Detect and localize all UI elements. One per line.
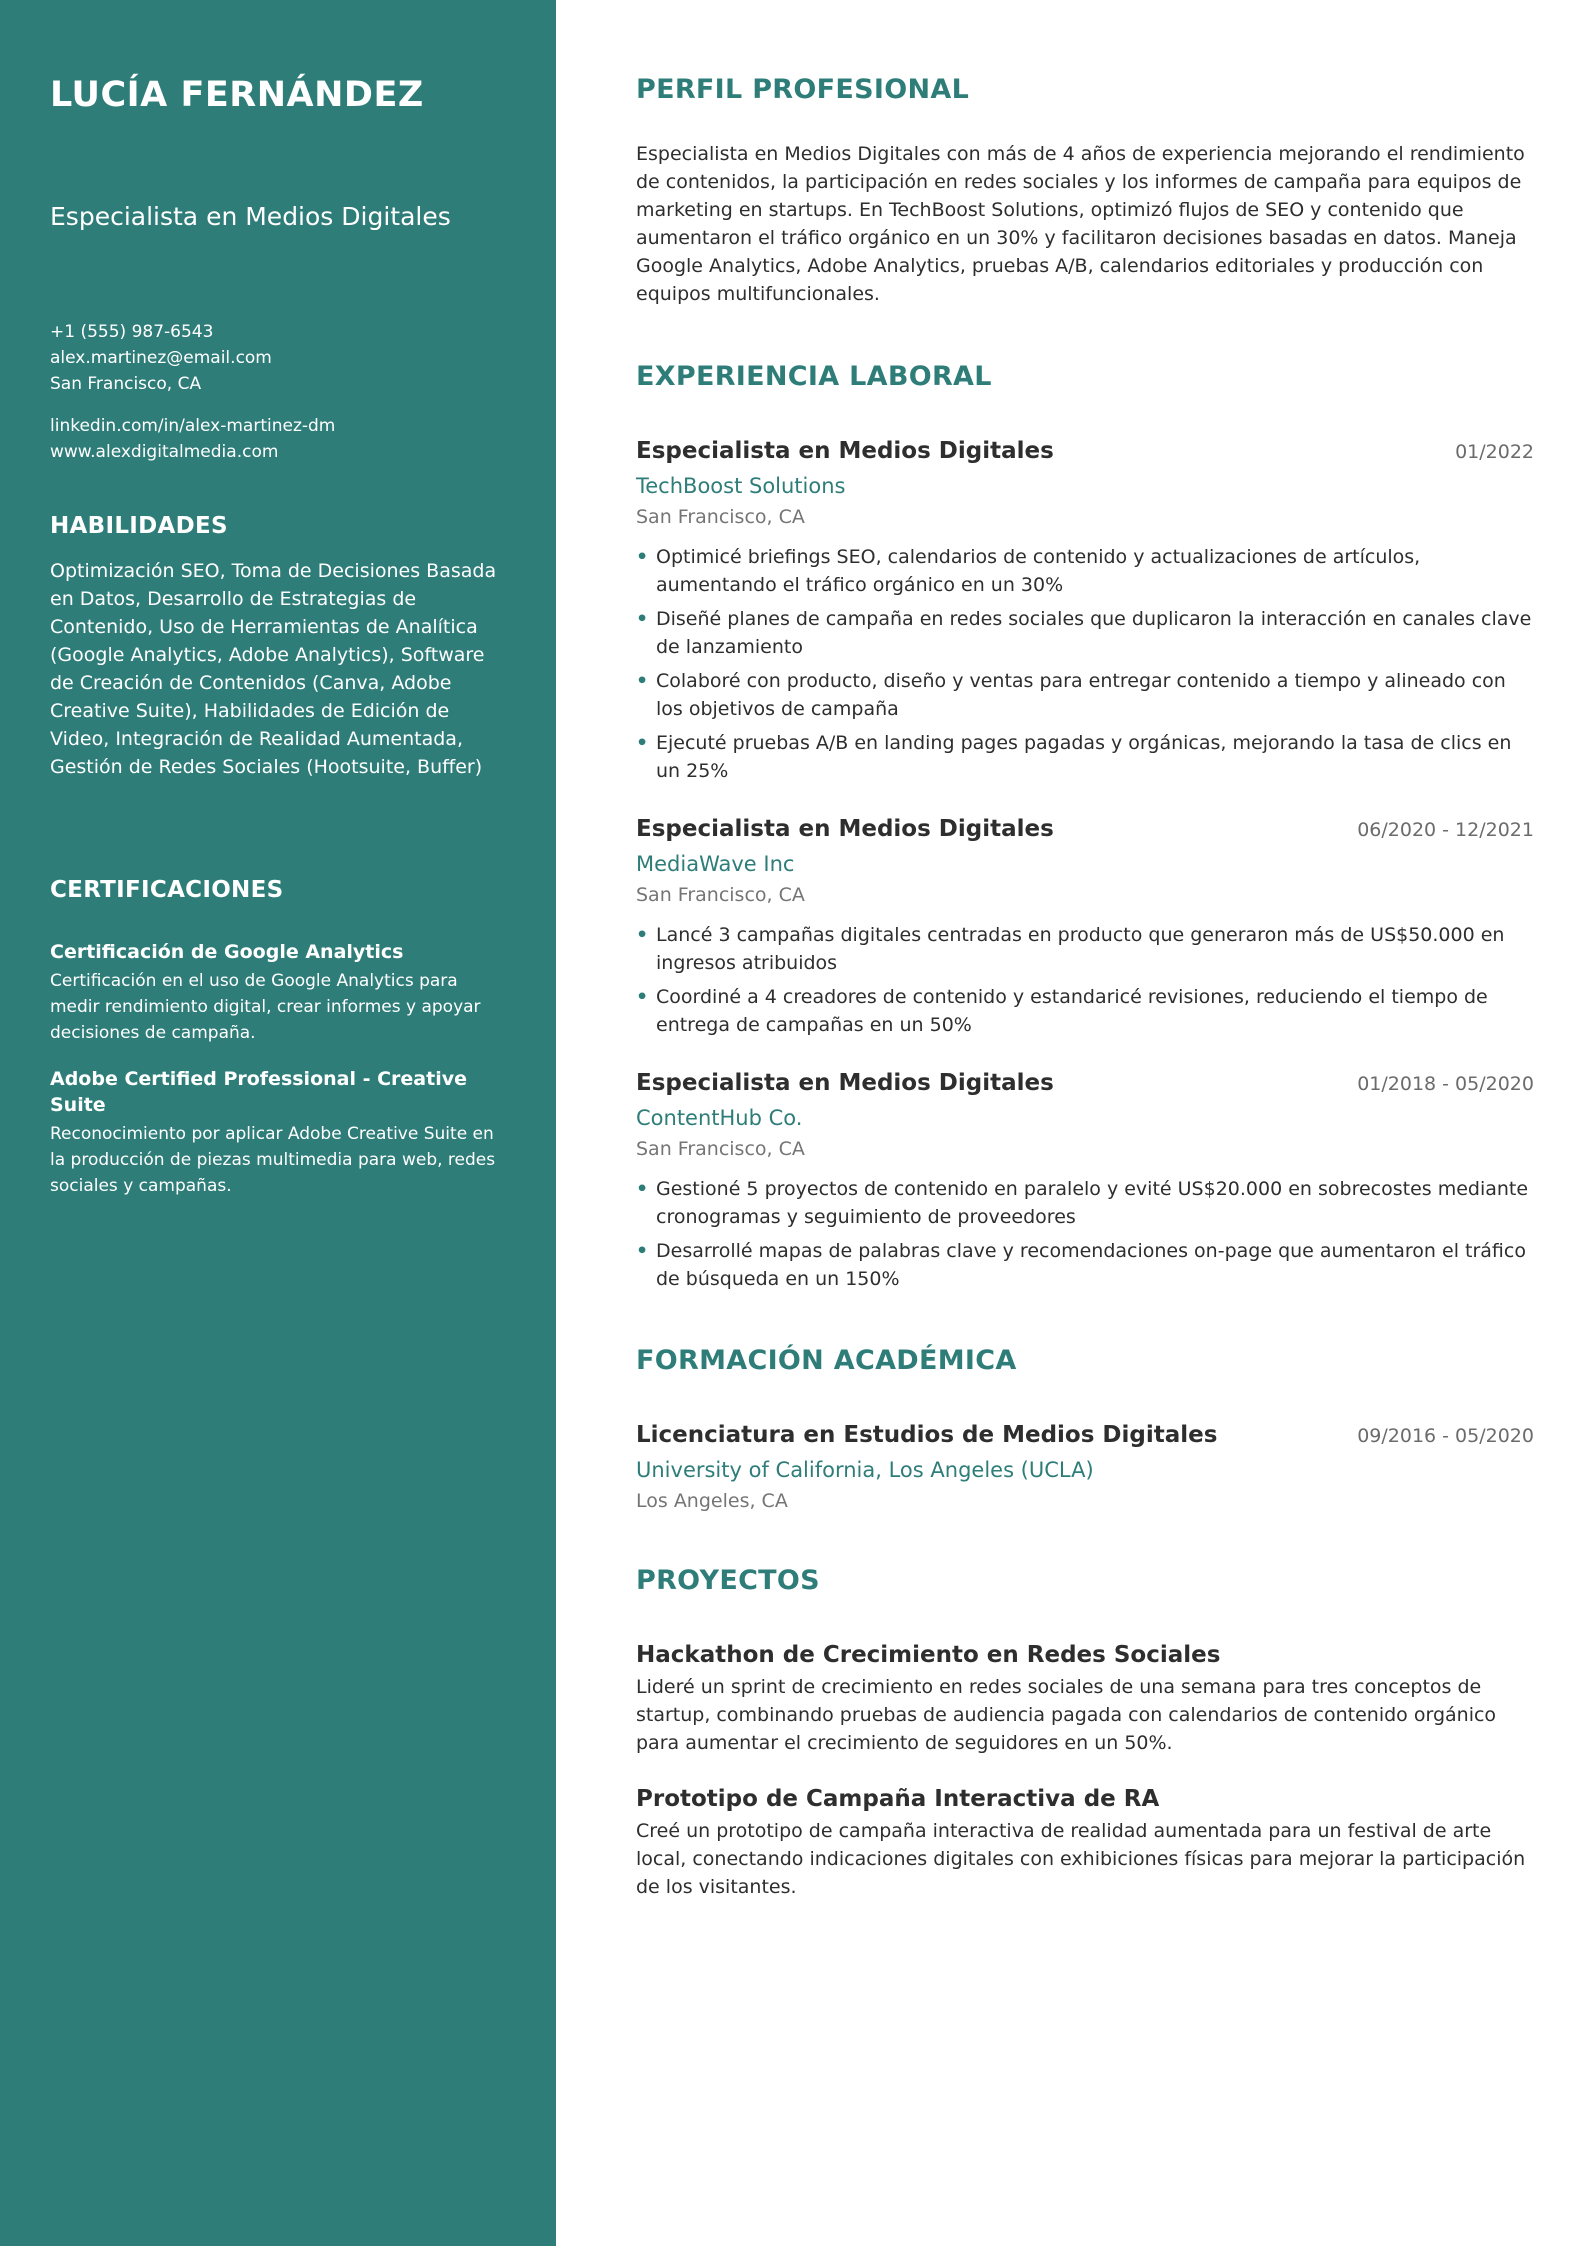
contact-email: alex.martinez@email.com — [50, 348, 272, 368]
project-entry — [636, 1639, 1534, 1757]
candidate-name: LUCÍA FERNÁNDEZ — [50, 75, 424, 115]
bullet-dot-icon: • — [636, 986, 649, 1008]
bullet-dot-icon: • — [636, 608, 649, 630]
bullet-dot-icon: • — [636, 670, 649, 692]
certification-title: Certificación de Google Analytics — [50, 941, 404, 963]
bullet-dot-icon: • — [636, 546, 649, 568]
job-company: TechBoost Solutions — [636, 474, 846, 498]
job-location: San Francisco, CA — [636, 884, 805, 906]
job-date: 06/2020 - 12/2021 — [1357, 819, 1534, 841]
job-bullets — [636, 921, 1534, 1039]
education-school: University of California, Los Angeles (UCLA) — [636, 1458, 1094, 1482]
project-title: Prototipo de Campaña Interactiva de RA — [636, 1786, 1160, 1812]
education-heading: FORMACIÓN ACADÉMICA — [636, 1345, 1017, 1376]
experience-heading: EXPERIENCIA LABORAL — [636, 361, 992, 392]
project-entry — [636, 1783, 1534, 1901]
job-bullet — [636, 605, 1534, 661]
education-location: Los Angeles, CA — [636, 1490, 788, 1512]
bullet-text: Ejecuté pruebas A/B en landing pages pagadas y orgánicas, mejorando la tasa de clics en un 25% — [656, 732, 1512, 782]
job-bullets — [636, 543, 1534, 785]
certification-description: Reconocimiento por aplicar Adobe Creative Suite en la producción de piezas multimedia para web, redes sociales y campañas. — [50, 1124, 496, 1196]
bullet-text: Gestioné 5 proyectos de contenido en paralelo y evité US$20.000 en sobrecostes mediante cronogramas y seguimiento de proveedores — [656, 1178, 1529, 1228]
project-description: Creé un prototipo de campaña interactiva de realidad aumentada para un festival de arte local, conectando indicaciones digitales con exhibiciones físicas para mejorar la participación de los visitantes. — [636, 1820, 1526, 1898]
job-title: Especialista en Medios Digitales — [636, 816, 1054, 842]
contact-phone: +1 (555) 987-6543 — [50, 322, 214, 342]
contact-linkedin: linkedin.com/in/alex-martinez-dm — [50, 416, 336, 436]
job-bullet — [636, 667, 1534, 723]
certification-item — [50, 939, 506, 1046]
job-entry — [636, 435, 1534, 785]
project-description: Lideré un sprint de crecimiento en redes sociales de una semana para tres conceptos de startup, combinando pruebas de audiencia pagada con calendarios de contenido orgánico para aumentar el crecimiento de seguidores en un 50%. — [636, 1676, 1497, 1754]
certification-item — [50, 1066, 506, 1199]
bullet-dot-icon: • — [636, 924, 649, 946]
project-title: Hackathon de Crecimiento en Redes Sociales — [636, 1642, 1221, 1668]
job-bullet — [636, 983, 1534, 1039]
job-title: Especialista en Medios Digitales — [636, 1070, 1054, 1096]
job-entry — [636, 813, 1534, 1039]
certification-title: Adobe Certified Professional - Creative Suite — [50, 1068, 467, 1116]
main-content — [556, 0, 1588, 2246]
job-bullet — [636, 1175, 1534, 1231]
certifications-heading: CERTIFICACIONES — [50, 877, 284, 903]
contact-spacer — [50, 397, 506, 413]
bullet-dot-icon: • — [636, 1240, 649, 1262]
job-bullet — [636, 543, 1534, 599]
profile-summary: Especialista en Medios Digitales con más de 4 años de experiencia mejorando el rendimiento de contenidos, la participación en redes sociales y los informes de campaña para equipos de marketing en startups. En TechBoost Solutions, optimizó flujos de SEO y contenido que aumentaron el tráfico orgánico en un 30% y facilitaron decisiones basadas en datos. Maneja Google Analytics, Adobe Analytics, pruebas A/B, calendarios editoriales y producción con equipos multifuncionales. — [636, 143, 1525, 305]
contact-block — [50, 319, 506, 465]
job-location: San Francisco, CA — [636, 506, 805, 528]
education-date: 09/2016 - 05/2020 — [1357, 1425, 1534, 1447]
certifications-list — [50, 939, 506, 1199]
job-bullet — [636, 921, 1534, 977]
certification-description: Certificación en el uso de Google Analytics para medir rendimiento digital, crear informes y apoyar decisiones de campaña. — [50, 971, 481, 1043]
experience-list — [636, 435, 1534, 1293]
candidate-role: Especialista en Medios Digitales — [50, 202, 451, 231]
job-date: 01/2022 — [1455, 441, 1534, 463]
job-date: 01/2018 - 05/2020 — [1357, 1073, 1534, 1095]
job-bullet — [636, 729, 1534, 785]
contact-website: www.alexdigitalmedia.com — [50, 442, 279, 462]
bullet-text: Optimicé briefings SEO, calendarios de contenido y actualizaciones de artículos, aumentando el tráfico orgánico en un 30% — [656, 546, 1421, 596]
job-bullets — [636, 1175, 1534, 1293]
job-entry — [636, 1067, 1534, 1293]
job-bullet — [636, 1237, 1534, 1293]
projects-heading: PROYECTOS — [636, 1565, 820, 1596]
job-title: Especialista en Medios Digitales — [636, 438, 1054, 464]
bullet-dot-icon: • — [636, 1178, 649, 1200]
job-company: ContentHub Co. — [636, 1106, 803, 1130]
profile-heading: PERFIL PROFESIONAL — [636, 74, 970, 105]
bullet-text: Diseñé planes de campaña en redes sociales que duplicaron la interacción en canales clave de lanzamiento — [656, 608, 1532, 658]
bullet-dot-icon: • — [636, 732, 649, 754]
skills-heading: HABILIDADES — [50, 513, 228, 539]
contact-location: San Francisco, CA — [50, 374, 202, 394]
job-company: MediaWave Inc — [636, 852, 795, 876]
bullet-text: Desarrollé mapas de palabras clave y recomendaciones on-page que aumentaron el tráfico de búsqueda en un 150% — [656, 1240, 1526, 1290]
education-entry — [636, 1419, 1534, 1515]
job-location: San Francisco, CA — [636, 1138, 805, 1160]
skills-text: Optimización SEO, Toma de Decisiones Basada en Datos, Desarrollo de Estrategias de Contenido, Uso de Herramientas de Analítica (Google Analytics, Adobe Analytics), Software de Creación de Contenidos (Canva, Adobe Creative Suite), Habilidades de Edición de Video, Integración de Realidad Aumentada, Gestión de Redes Sociales (Hootsuite, Buffer) — [50, 560, 497, 778]
bullet-text: Lancé 3 campañas digitales centradas en producto que generaron más de US$50.000 en ingresos atribuidos — [656, 924, 1505, 974]
bullet-text: Coordiné a 4 creadores de contenido y estandaricé revisiones, reduciendo el tiempo de entrega de campañas en un 50% — [656, 986, 1488, 1036]
sidebar — [0, 0, 556, 2246]
degree-title: Licenciatura en Estudios de Medios Digitales — [636, 1422, 1218, 1448]
bullet-text: Colaboré con producto, diseño y ventas para entregar contenido a tiempo y alineado con los objetivos de campaña — [656, 670, 1506, 720]
